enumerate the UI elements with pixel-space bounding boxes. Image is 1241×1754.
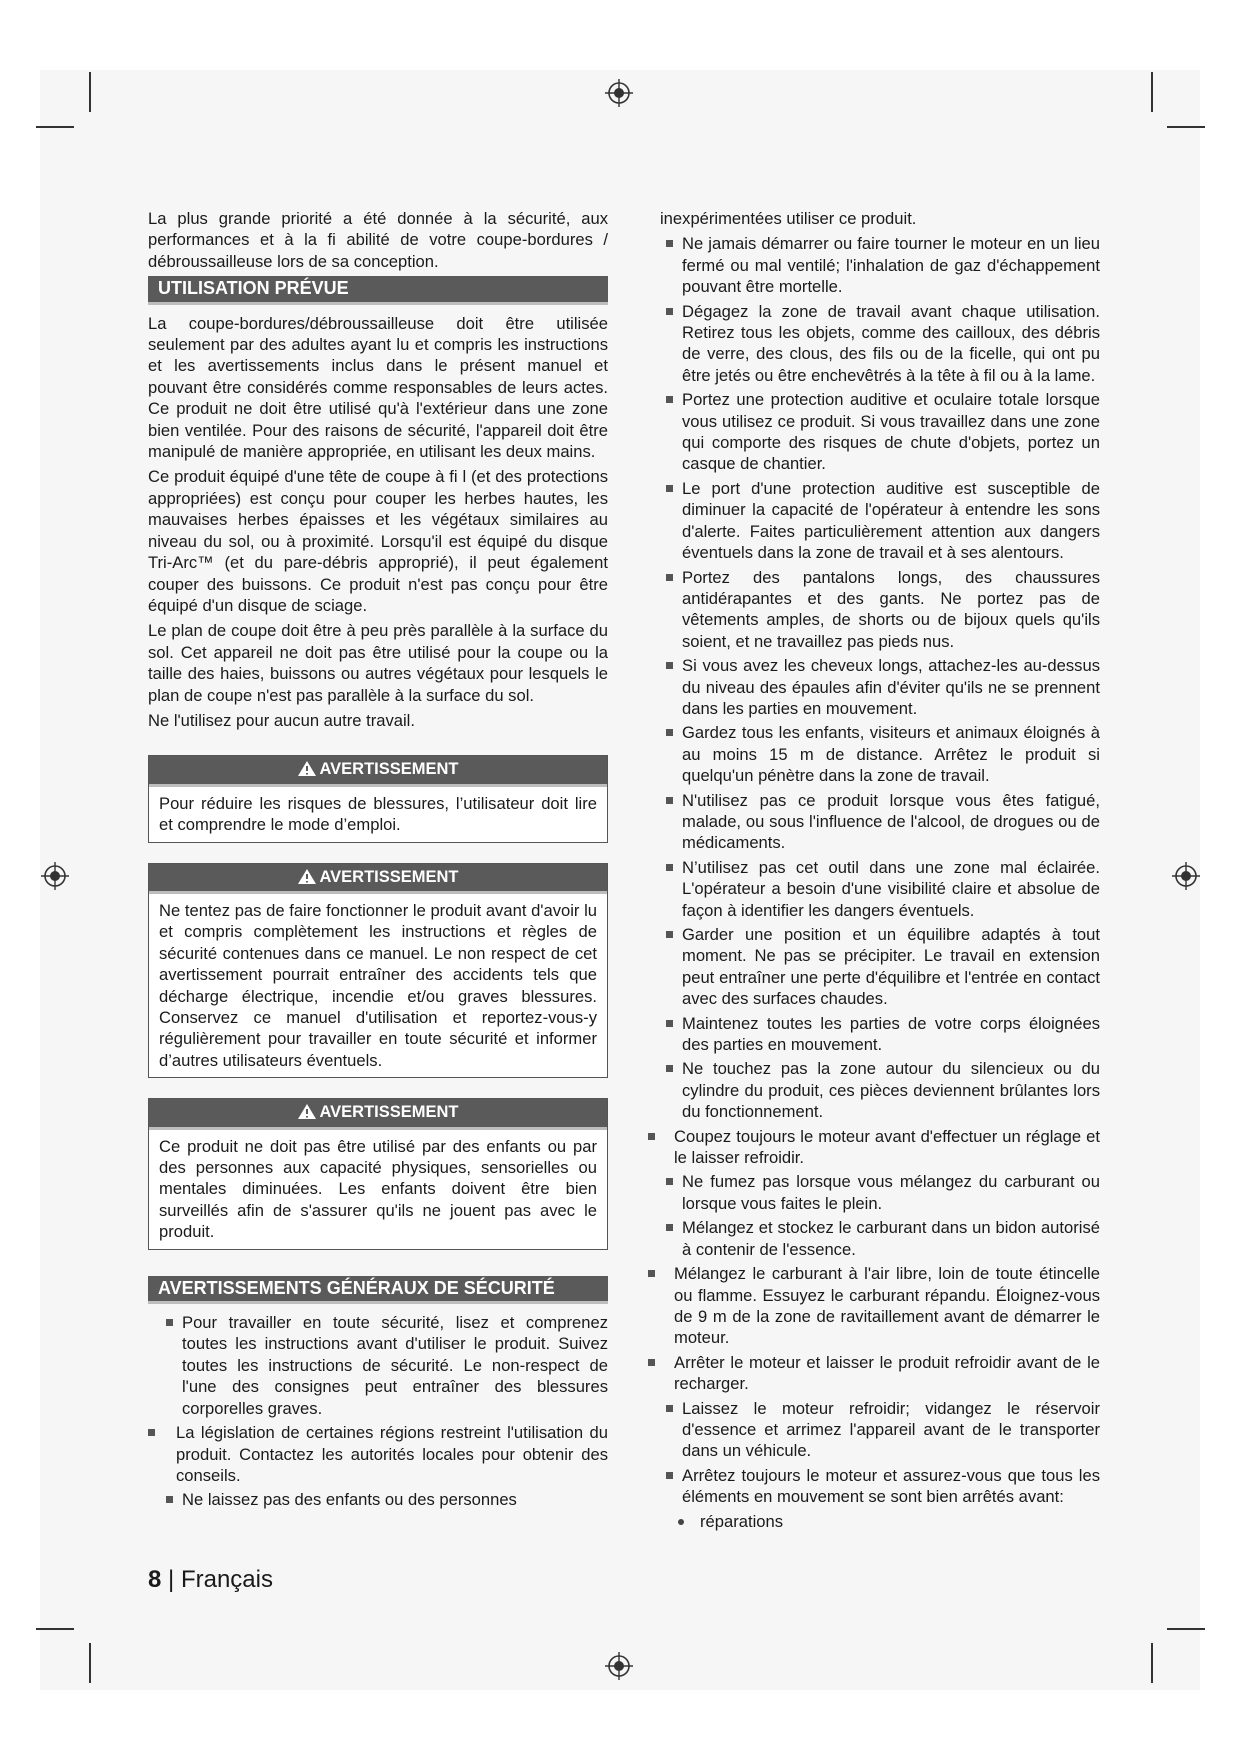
crop-mark bbox=[1151, 1643, 1153, 1683]
bullet-square-icon bbox=[666, 1224, 673, 1231]
right-column bbox=[660, 208, 1100, 1532]
warning-header bbox=[149, 756, 607, 786]
list-item: Arrêter le moteur et laisser le produit refroidir avant de le recharger. bbox=[648, 1352, 1100, 1395]
bullet-square-icon bbox=[666, 1405, 673, 1412]
bullet-square-icon bbox=[666, 396, 673, 403]
list-item: N’utilisez pas cet outil dans une zone mal éclairée. L'opérateur a besoin d'une visibilité claire et absolue de façon à identifier les dangers éventuels. bbox=[660, 857, 1100, 921]
list-item: Mélangez et stockez le carburant dans un bidon autorisé à contenir de l'essence. bbox=[660, 1217, 1100, 1260]
warning-triangle-icon bbox=[297, 760, 317, 777]
registration-mark-icon bbox=[604, 1651, 634, 1681]
intro-paragraph: La plus grande priorité a été donnée à la sécurité, aux performances et à la fi abilité de votre coupe-bordures / débroussailleuse lors de sa conception. bbox=[148, 209, 608, 271]
list-item: Pour travailler en toute sécurité, lisez et comprenez toutes les instructions avant d'utiliser le produit. Suivez toutes les instructions de sécurité. Le non-respect de l'une des consignes peut entraîner des blessures corporelles graves. bbox=[160, 1312, 608, 1419]
page-footer bbox=[148, 1566, 273, 1594]
bullet-square-icon bbox=[648, 1133, 655, 1140]
registration-mark-icon bbox=[604, 78, 634, 108]
warning-header bbox=[149, 1099, 607, 1129]
list-item: Gardez tous les enfants, visiteurs et animaux éloignés à au moins 15 m de distance. Arrêtez le produit si quelqu'un pénètre dans la zone de travail. bbox=[660, 722, 1100, 786]
warning-triangle-icon bbox=[297, 868, 317, 885]
warning-title: AVERTISSEMENT bbox=[319, 760, 459, 779]
continuation-text: inexpérimentées utiliser ce produit. bbox=[660, 209, 917, 228]
bullet-square-icon bbox=[666, 1065, 673, 1072]
list-item: N'utilisez pas ce produit lorsque vous êtes fatigué, malade, ou sous l'influence de l'alcool, de drogues ou de médicaments. bbox=[660, 790, 1100, 854]
bullet-square-icon bbox=[666, 485, 673, 492]
warning-triangle-icon bbox=[297, 1103, 317, 1120]
paragraph: La coupe-bordures/débroussailleuse doit être utilisée seulement par des adultes ayant lu et compris les instructions et les avertissements inclus dans le présent manuel et pouvant être considérés comme responsables de leurs actes. Ce produit ne doit être utilisé qu'à l'extérieur dans une zone bien ventilée. Pour des raisons de sécurité, l'appareil doit être manipulé de manière appropriée, en utilisant les deux mains. bbox=[148, 313, 608, 462]
bullet-square-icon bbox=[148, 1429, 155, 1436]
list-item: Coupez toujours le moteur avant d'effectuer un réglage et le laisser refroidir. bbox=[648, 1126, 1100, 1169]
crop-mark bbox=[36, 126, 74, 128]
bullet-square-icon bbox=[166, 1496, 173, 1503]
warning-title: AVERTISSEMENT bbox=[319, 867, 459, 886]
left-column bbox=[148, 208, 608, 1514]
crop-mark bbox=[89, 1643, 91, 1683]
warning-box bbox=[148, 755, 608, 842]
bullet-dot-icon bbox=[678, 1519, 684, 1525]
list-item: Maintenez toutes les parties de votre corps éloignées des parties en mouvement. bbox=[660, 1013, 1100, 1056]
section-heading-intended-use: UTILISATION PRÉVUE bbox=[148, 276, 608, 304]
footer-language: Français bbox=[180, 1566, 273, 1593]
bullet-square-icon bbox=[666, 931, 673, 938]
paragraph: Ne l'utilisez pour aucun autre travail. bbox=[148, 710, 415, 730]
warning-text: Ne tentez pas de faire fonctionner le produit avant d'avoir lu et compris complètement les instructions et règles de sécurité contenues dans ce manuel. Le non respect de cet avertissement pourrait entraîner des accidents tels que décharge électrique, incendie et/ou graves blessures. Conservez ce manuel d'utilisation et reportez-vous-y régulièrement pour travailler en toute sécurité et informer d’autres utilisateurs éventuels. bbox=[159, 900, 597, 1070]
page-number: 8 bbox=[148, 1566, 162, 1593]
bullet-square-icon bbox=[166, 1319, 173, 1326]
section-heading-general-safety: AVERTISSEMENTS GÉNÉRAUX DE SÉCURITÉ bbox=[148, 1276, 608, 1304]
warning-box bbox=[148, 863, 608, 1079]
bullet-square-icon bbox=[666, 864, 673, 871]
bullet-square-icon bbox=[666, 574, 673, 581]
list-item: Ne jamais démarrer ou faire tourner le moteur en un lieu fermé ou mal ventilé; l'inhalation de gaz d'échappement pouvant être mortelle. bbox=[660, 233, 1100, 297]
registration-mark-icon bbox=[1171, 861, 1201, 891]
footer-separator: | bbox=[168, 1566, 175, 1593]
bullet-square-icon bbox=[666, 797, 673, 804]
crop-mark bbox=[36, 1628, 74, 1630]
bullet-square-icon bbox=[666, 1178, 673, 1185]
bullet-square-icon bbox=[666, 308, 673, 315]
warning-header bbox=[149, 864, 607, 894]
paragraph: Ce produit équipé d'une tête de coupe à fi l (et des protections appropriées) est conçu pour couper les herbes hautes, les mauvaises herbes épaisses et les végétaux similaires au niveau du sol, ou à proximité. Lorsqu'il est équipé du disque Tri-Arc™ (et du pare-débris approprié), il peut également couper des buissons. Ce produit n'est pas conçu pour être équipé d'un disque de sciage. bbox=[148, 467, 608, 615]
crop-mark bbox=[1151, 72, 1153, 112]
bullet-square-icon bbox=[666, 240, 673, 247]
list-item: Le port d'une protection auditive est susceptible de diminuer la capacité de l'opérateur à entendre les sons d'alerte. Faites particulièrement attention aux dangers éventuels dans la zone de travail et à ses alentours. bbox=[660, 478, 1100, 564]
warning-title: AVERTISSEMENT bbox=[319, 1103, 459, 1122]
list-item: Portez une protection auditive et oculaire totale lorsque vous utilisez ce produit. Si vous travaillez dans une zone qui comporte des risques de chute d'objets, portez un casque de chantier. bbox=[660, 389, 1100, 475]
list-item: Laissez le moteur refroidir; vidangez le réservoir d'essence et arrimez l'appareil avant de le transporter dans un véhicule. bbox=[660, 1398, 1100, 1462]
list-item: Ne laissez pas des enfants ou des personnes bbox=[160, 1489, 608, 1510]
list-item: Mélangez le carburant à l'air libre, loin de toute étincelle ou flamme. Essuyez le carburant répandu. Éloignez-vous de 9 m de la zone de ravitaillement avant de démarrer le moteur. bbox=[648, 1263, 1100, 1349]
bullet-square-icon bbox=[666, 729, 673, 736]
list-item: Ne touchez pas la zone autour du silencieux ou du cylindre du produit, ces pièces deviennent brûlantes lors du fonctionnement. bbox=[660, 1058, 1100, 1122]
list-item: Ne fumez pas lorsque vous mélangez du carburant ou lorsque vous faites le plein. bbox=[660, 1171, 1100, 1214]
crop-mark bbox=[1167, 126, 1205, 128]
list-item: La législation de certaines régions restreint l'utilisation du produit. Contactez les autorités locales pour obtenir des conseils. bbox=[148, 1422, 608, 1486]
bullet-square-icon bbox=[648, 1359, 655, 1366]
crop-mark bbox=[1167, 1628, 1205, 1630]
registration-mark-icon bbox=[40, 861, 70, 891]
sub-list-item: réparations bbox=[660, 1511, 1100, 1532]
warning-text: Pour réduire les risques de blessures, l’utilisateur doit lire et comprendre le mode d’emploi. bbox=[159, 793, 597, 835]
bullet-square-icon bbox=[666, 1020, 673, 1027]
bullet-square-icon bbox=[648, 1270, 655, 1277]
warning-box bbox=[148, 1098, 608, 1249]
list-item: Dégagez la zone de travail avant chaque utilisation. Retirez tous les objets, comme des cailloux, des débris de verre, des clous, des fils ou de la ficelle, qui ont pu être jetés ou être enchevêtrés à la tête à fil ou à la lame. bbox=[660, 301, 1100, 387]
warning-text: Ce produit ne doit pas être utilisé par des enfants ou par des personnes aux capacité physiques, sensorielles ou mentales diminuées. Les enfants doivent être bien surveillés afin de s'assurer qu'ils ne jouent pas avec le produit. bbox=[159, 1136, 597, 1242]
paragraph: Le plan de coupe doit être à peu près parallèle à la surface du sol. Cet appareil ne doit pas être utilisé pour la coupe ou la taille des haies, buissons ou autres végétaux pour lesquels le plan de coupe n'est pas parallèle à la surface du sol. bbox=[148, 621, 608, 705]
bullet-square-icon bbox=[666, 662, 673, 669]
list-item: Garder une position et un équilibre adaptés à tout moment. Ne pas se précipiter. Le travail en extension peut entraîner une perte d'équilibre et l'entrée en contact avec des surfaces chaudes. bbox=[660, 924, 1100, 1010]
list-item: Portez des pantalons longs, des chaussures antidérapantes et des gants. Ne portez pas de vêtements amples, de shorts ou de bijoux quels qu'ils soient, et ne travaillez pas pieds nus. bbox=[660, 567, 1100, 653]
bullet-square-icon bbox=[666, 1472, 673, 1479]
list-item: Arrêtez toujours le moteur et assurez-vous que tous les éléments en mouvement se sont bien arrêtés avant: bbox=[660, 1465, 1100, 1508]
crop-mark bbox=[89, 72, 91, 112]
list-item: Si vous avez les cheveux longs, attachez-les au-dessus du niveau des épaules afin d'éviter qu'ils ne se prennent dans les parties en mouvement. bbox=[660, 655, 1100, 719]
